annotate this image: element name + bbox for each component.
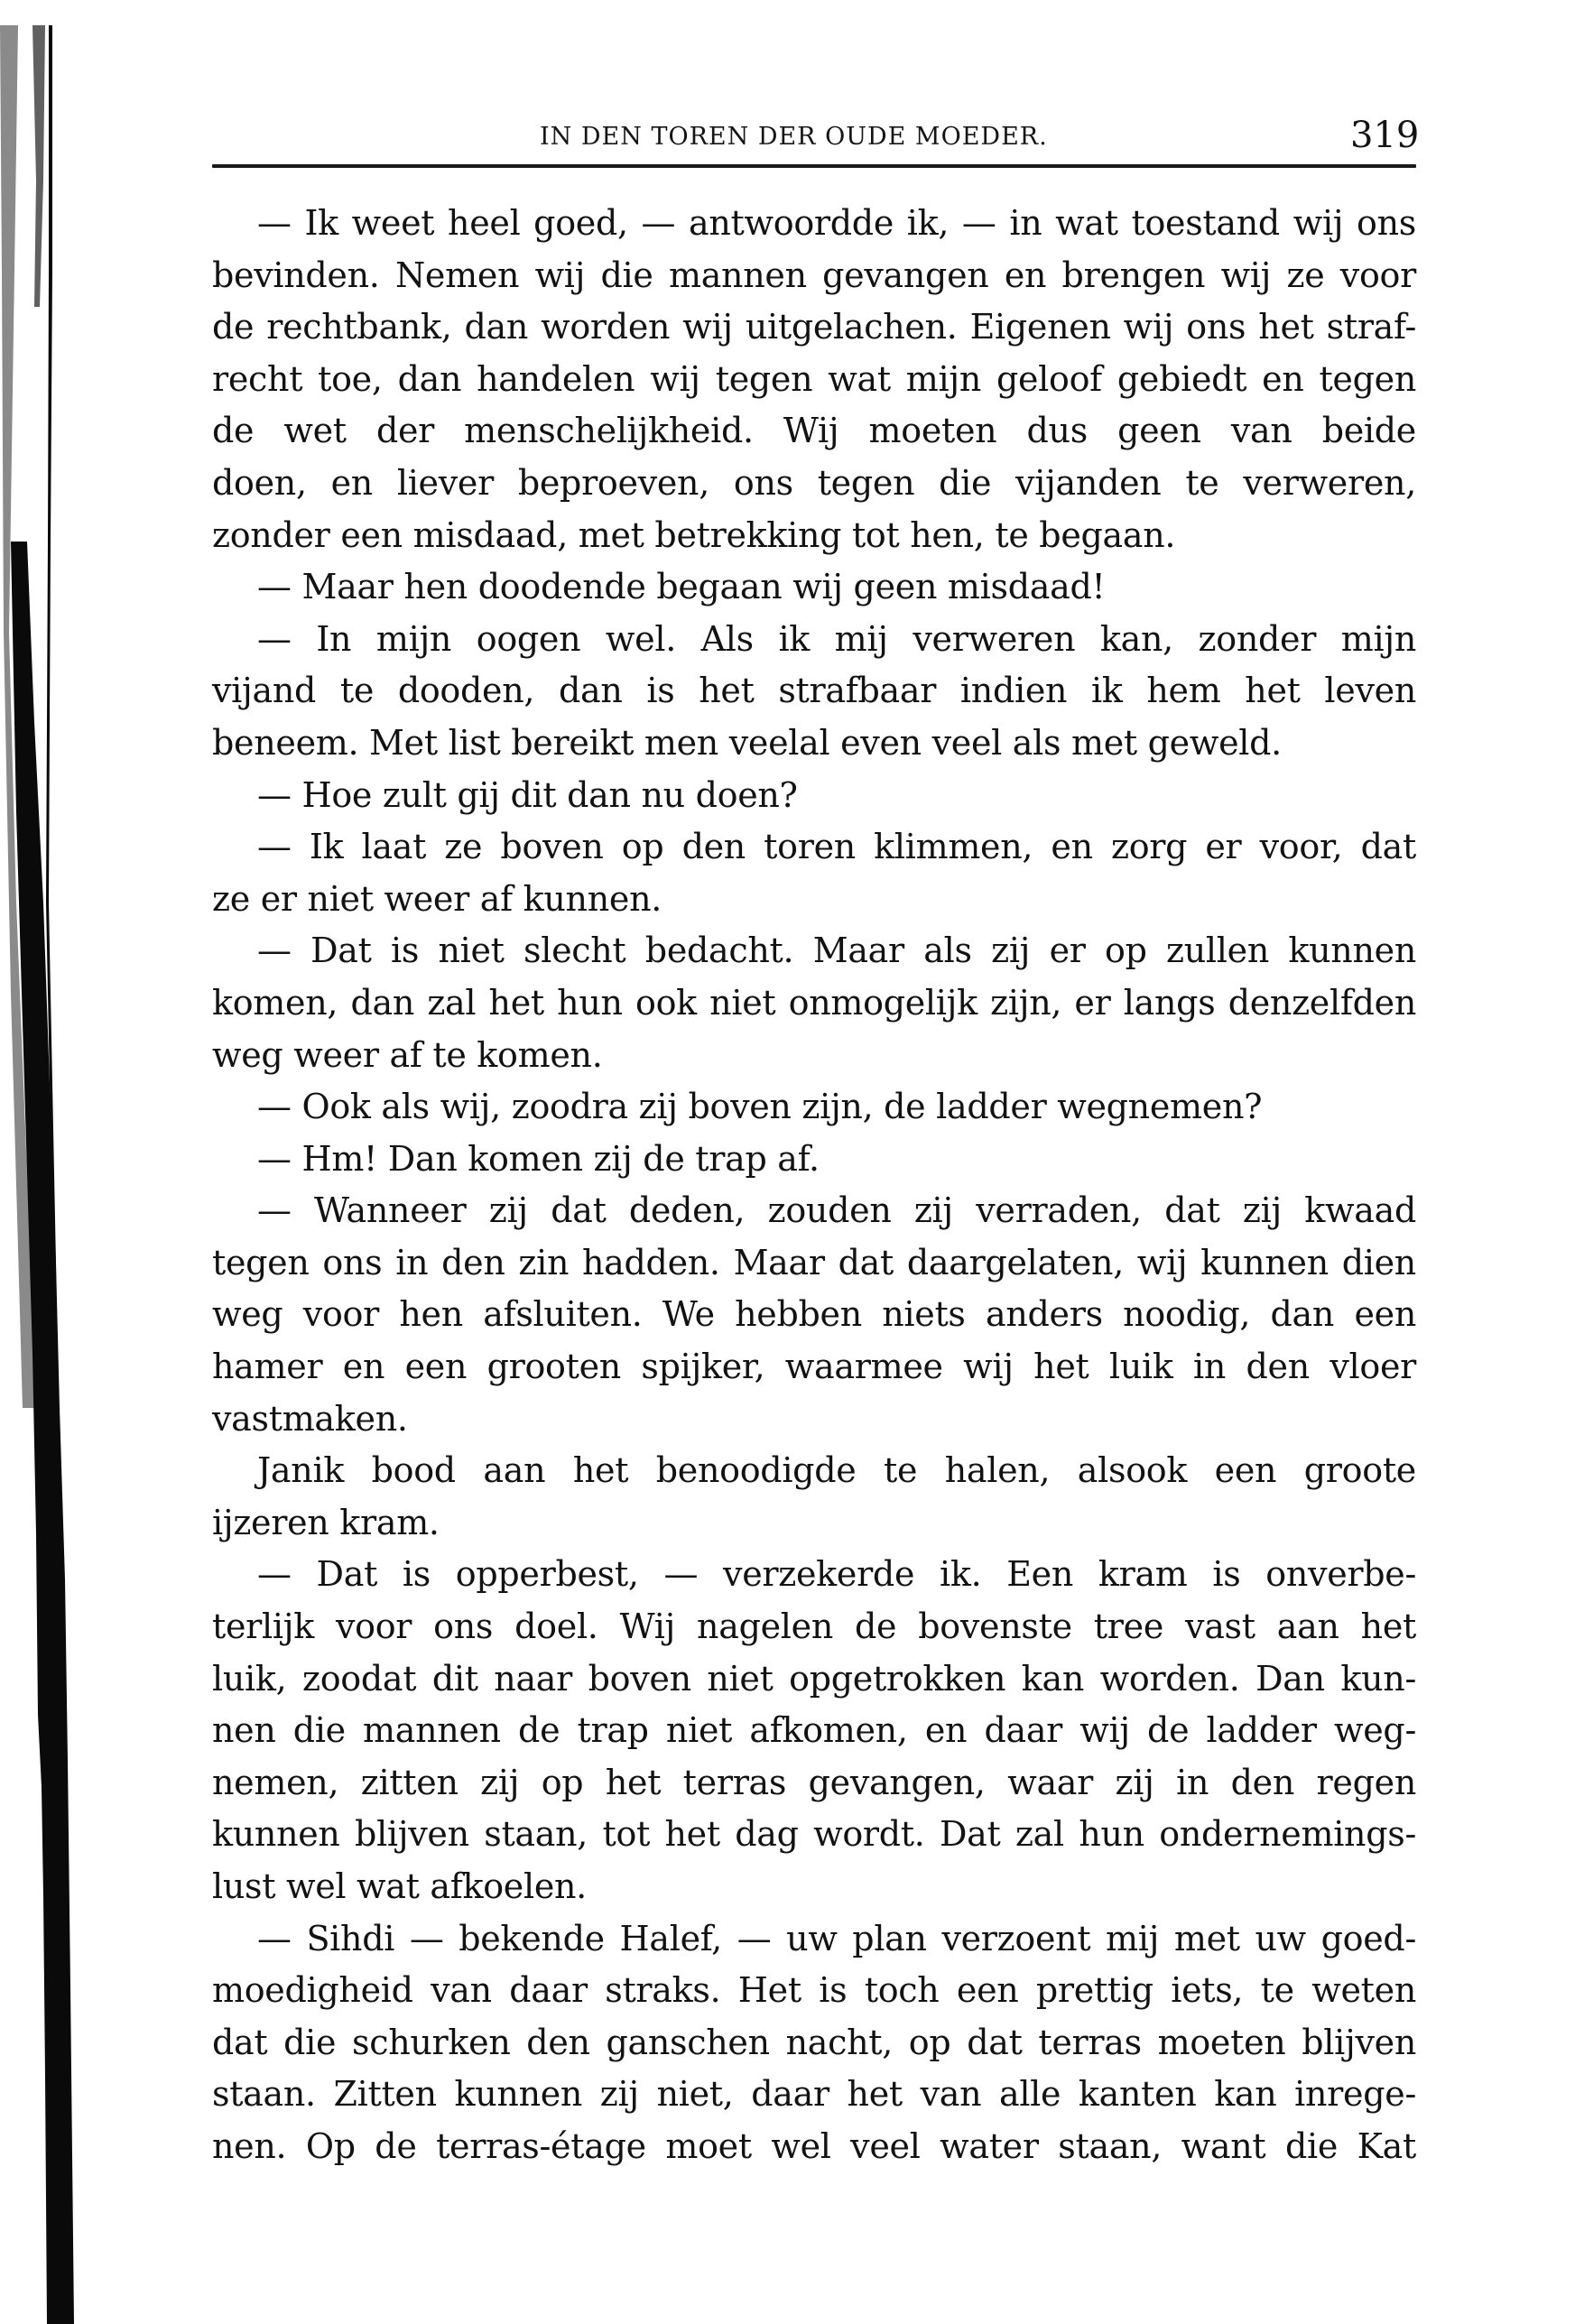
text-line: de rechtbank, dan worden wij uitgelachen. Eigenen wij ons het straf- bbox=[212, 307, 1416, 347]
text-line: staan. Zitten kunnen zij niet, daar het van alle kanten kan inrege- bbox=[212, 2074, 1416, 2115]
text-line: terlijk voor ons doel. Wij nagelen de bovenste tree vast aan het bbox=[212, 1606, 1416, 1647]
text-line: vijand te dooden, dan is het strafbaar indien ik hem het leven bbox=[212, 671, 1416, 711]
text-line: doen, en liever beproeven, ons tegen die vijanden te verweren, bbox=[212, 462, 1416, 503]
book-spine-shadow bbox=[0, 0, 99, 2324]
text-line: nen die mannen de trap niet afkomen, en daar wij de ladder weg- bbox=[212, 1710, 1416, 1751]
running-head-title: IN DEN TOREN DER OUDE MOEDER. bbox=[540, 123, 1048, 151]
text-line: zonder een misdaad, met betrekking tot hen, te begaan. bbox=[212, 514, 1176, 555]
page-number: 319 bbox=[1350, 115, 1420, 156]
text-line: lust wel wat afkoelen. bbox=[212, 1866, 587, 1906]
body-text bbox=[212, 198, 1416, 2173]
text-line: — Wanneer zij dat deden, zouden zij verraden, dat zij kwaad bbox=[257, 1190, 1416, 1231]
text-line: kunnen blijven staan, tot het dag wordt. Dat zal hun ondernemings- bbox=[212, 1814, 1416, 1855]
text-line: — Hoe zult gij dit dan nu doen? bbox=[257, 774, 798, 815]
text-line: nemen, zitten zij op het terras gevangen, waar zij in den regen bbox=[212, 1762, 1416, 1802]
text-line: — Ook als wij, zoodra zij boven zijn, de ladder wegnemen? bbox=[257, 1087, 1263, 1127]
text-line: — Ik weet heel goed, — antwoordde ik, — in wat toestand wij ons bbox=[257, 203, 1416, 243]
text-line: de wet der menschelijkheid. Wij moeten dus geen van beide bbox=[212, 411, 1416, 451]
text-line: tegen ons in den zin hadden. Maar dat daargelaten, wij kunnen dien bbox=[212, 1242, 1416, 1282]
text-line: vastmaken. bbox=[212, 1398, 408, 1439]
text-line: weg weer af te komen. bbox=[212, 1034, 603, 1075]
text-line: — Hm! Dan komen zij de trap af. bbox=[257, 1138, 820, 1179]
text-line: moedigheid van daar straks. Het is toch een prettig iets, te weten bbox=[212, 1970, 1416, 2011]
text-line: — Sihdi — bekende Halef, — uw plan verzoent mij met uw goed- bbox=[257, 1918, 1416, 1958]
text-line: weg voor hen afsluiten. We hebben niets anders noodig, dan een bbox=[212, 1294, 1416, 1335]
text-line: — Dat is niet slecht bedacht. Maar als zij er op zullen kunnen bbox=[257, 931, 1416, 971]
text-line: — Maar hen doodende begaan wij geen misdaad! bbox=[257, 567, 1106, 607]
text-line: komen, dan zal het hun ook niet onmogelijk zijn, er langs denzelfden bbox=[212, 982, 1416, 1023]
text-line: recht toe, dan handelen wij tegen wat mijn geloof gebiedt en tegen bbox=[212, 358, 1416, 399]
text-line: bevinden. Nemen wij die mannen gevangen en brengen wij ze voor bbox=[212, 255, 1416, 295]
text-line: ze er niet weer af kunnen. bbox=[212, 878, 662, 919]
text-line: — Dat is opperbest, — verzekerde ik. Een kram is onverbe- bbox=[257, 1554, 1416, 1595]
text-line: nen. Op de terras-étage moet wel veel water staan, want die Kat bbox=[212, 2125, 1416, 2166]
text-line: — In mijn oogen wel. Als ik mij verweren kan, zonder mijn bbox=[257, 618, 1416, 659]
text-line: luik, zoodat dit naar boven niet opgetrokken kan worden. Dan kun- bbox=[212, 1658, 1416, 1699]
text-line: beneem. Met list bereikt men veelal even veel als met geweld. bbox=[212, 722, 1282, 763]
text-line: Janik bood aan het benoodigde te halen, alsook een groote bbox=[257, 1450, 1416, 1491]
text-line: dat die schurken den ganschen nacht, op dat terras moeten blijven bbox=[212, 2022, 1416, 2062]
text-line: — Ik laat ze boven op den toren klimmen, en zorg er voor, dat bbox=[257, 827, 1416, 867]
header-rule-divider bbox=[212, 164, 1416, 168]
text-line: ijzeren kram. bbox=[212, 1502, 440, 1542]
text-line: hamer en een grooten spijker, waarmee wij het luik in den vloer bbox=[212, 1347, 1416, 1387]
